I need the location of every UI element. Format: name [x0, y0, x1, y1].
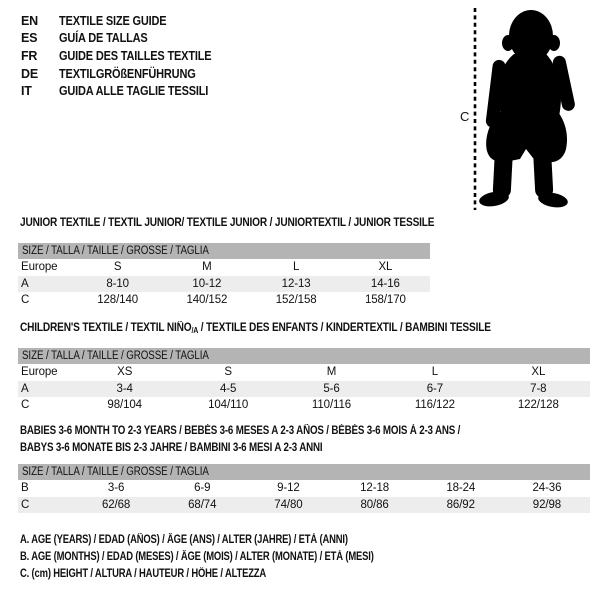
babies-title-line2: BABYS 3-6 MONATE BIS 2-3 JAHRE / BAMBINI 3-6 MESI A 2-3 ANNI	[20, 442, 323, 454]
table-row	[18, 497, 590, 514]
language-row	[21, 30, 232, 48]
row-label: C	[21, 294, 30, 307]
language-code: EN	[21, 13, 38, 28]
table-row	[18, 276, 430, 293]
table-cell: 128/140	[97, 294, 139, 307]
row-label: Europe	[21, 261, 58, 274]
language-title: TEXTILE SIZE GUIDE	[59, 13, 167, 28]
table-cell: 14-16	[370, 277, 400, 290]
table-row	[18, 381, 590, 398]
table-row	[18, 397, 590, 414]
children-title-sub: /A	[191, 326, 199, 335]
table-cell: 140/152	[186, 294, 228, 307]
table-row	[18, 480, 590, 497]
language-code: DE	[21, 66, 38, 81]
baby-silhouette-graphic	[430, 0, 600, 230]
children-title-text	[20, 322, 491, 337]
note-age-years	[20, 534, 451, 551]
table-cell: 12-13	[281, 277, 311, 290]
note-text: B. AGE (MONTHS) / EDAD (MESES) / ÂGE (MOIS) / ALTER (MONATE) / ETÀ (MESI)	[20, 550, 374, 563]
table-cell: 3-6	[107, 482, 125, 495]
table-cell: 80/86	[360, 498, 389, 511]
table-cell: 6-9	[194, 482, 211, 495]
language-code: IT	[21, 84, 32, 99]
babies-title-line1: BABIES 3-6 MONTH TO 2-3 YEARS / BEBÉS 3-6 MESES A 2-3 AÑOS / BÉBÉS 3-6 MOIS À 2-3 ANS /	[20, 425, 461, 437]
language-title: GUIDE DES TAILLES TEXTILE	[59, 48, 212, 63]
table-cell: 86/92	[446, 498, 475, 511]
table-cell: 3-4	[116, 382, 133, 395]
junior-title-text: JUNIOR TEXTILE / TEXTIL JUNIOR/ TEXTILE JUNIOR / JUNIORTEXTIL / JUNIOR TESSILE	[20, 217, 435, 229]
table-cell: 92/98	[532, 498, 562, 511]
junior-section-title	[20, 217, 491, 230]
table-cell: L	[292, 261, 300, 274]
language-code: FR	[21, 48, 38, 63]
table-cell: S	[113, 261, 122, 274]
table-cell: 6-7	[426, 382, 444, 395]
table-row	[18, 259, 430, 276]
language-legend	[21, 12, 232, 100]
size-header-label: SIZE / TALLA / TAILLE / GRÖSSE / TAGLIA	[22, 466, 209, 478]
table-cell: 104/110	[208, 399, 249, 412]
children-size-table	[18, 348, 590, 414]
table-cell: XL	[531, 366, 546, 379]
table-cell: S	[224, 366, 232, 379]
table-cell: 7-8	[530, 382, 547, 395]
table-row	[18, 292, 430, 309]
table-cell: 122/128	[517, 399, 559, 412]
table-cell: 152/158	[275, 294, 317, 307]
table-header	[18, 464, 590, 480]
table-row	[18, 364, 590, 381]
table-cell: 4-5	[219, 382, 237, 395]
height-label: C	[460, 109, 470, 124]
table-cell: 74/80	[274, 498, 303, 511]
language-title: GUÍA DE TALLAS	[59, 31, 148, 46]
table-header	[18, 243, 430, 259]
table-cell: 110/116	[311, 399, 352, 412]
language-code: ES	[21, 31, 38, 46]
table-cell: 158/170	[364, 294, 406, 307]
size-header-label: SIZE / TALLA / TAILLE / GRÖSSE / TAGLIA	[22, 350, 209, 362]
baby-silhouette	[478, 10, 576, 209]
row-label: Europe	[21, 366, 58, 379]
children-title-post: / TEXTILE DES ENFANTS / KINDERTEXTIL / BAMBINI TESSILE	[198, 322, 491, 334]
table-cell: 68/74	[188, 498, 217, 511]
table-cell: L	[431, 366, 439, 379]
table-cell: 18-24	[446, 482, 476, 495]
children-title-pre: CHILDREN'S TEXTILE / TEXTIL NIÑO	[20, 322, 192, 334]
note-text: C. (cm) HEIGHT / ALTURA / HAUTEUR / HÖHE / ALTEZZA	[20, 567, 267, 580]
size-header-label: SIZE / TALLA / TAILLE / GRÖSSE / TAGLIA	[22, 245, 209, 257]
language-row	[21, 12, 232, 30]
table-cell: M	[326, 366, 337, 379]
table-cell: XS	[117, 366, 133, 379]
note-age-months	[20, 551, 451, 568]
row-label: A	[21, 277, 29, 290]
table-header	[18, 348, 590, 364]
table-cell: 62/68	[101, 498, 131, 511]
baby-figure	[430, 0, 600, 230]
row-label: A	[21, 382, 29, 395]
table-cell: 24-36	[532, 482, 562, 495]
junior-size-table	[18, 243, 430, 309]
language-row	[21, 82, 232, 100]
language-title: TEXTILGRÖßENFÜHRUNG	[59, 66, 196, 81]
note-height-cm	[20, 568, 451, 585]
language-row	[21, 47, 232, 65]
row-label: C	[21, 399, 30, 412]
table-cell: 98/104	[107, 399, 142, 412]
row-label: C	[21, 498, 30, 511]
table-cell: XL	[378, 261, 393, 274]
table-cell: 10-12	[192, 277, 222, 290]
legend-notes	[20, 534, 451, 584]
row-label: B	[21, 482, 29, 495]
babies-section-title	[20, 425, 538, 455]
language-row	[21, 65, 232, 83]
note-text: A. AGE (YEARS) / EDAD (AÑOS) / ÂGE (ANS) / ALTER (JAHRE) / ETÀ (ANNI)	[20, 534, 348, 546]
babies-size-table	[18, 464, 590, 513]
table-cell: 12-18	[360, 482, 390, 495]
children-section-title	[20, 322, 555, 337]
table-cell: 8-10	[106, 277, 129, 290]
table-cell: 9-12	[277, 482, 300, 495]
table-cell: M	[202, 261, 212, 274]
table-cell: 116/122	[414, 399, 455, 412]
language-title: GUIDA ALLE TAGLIE TESSILI	[59, 84, 209, 99]
table-cell: 5-6	[323, 382, 340, 395]
